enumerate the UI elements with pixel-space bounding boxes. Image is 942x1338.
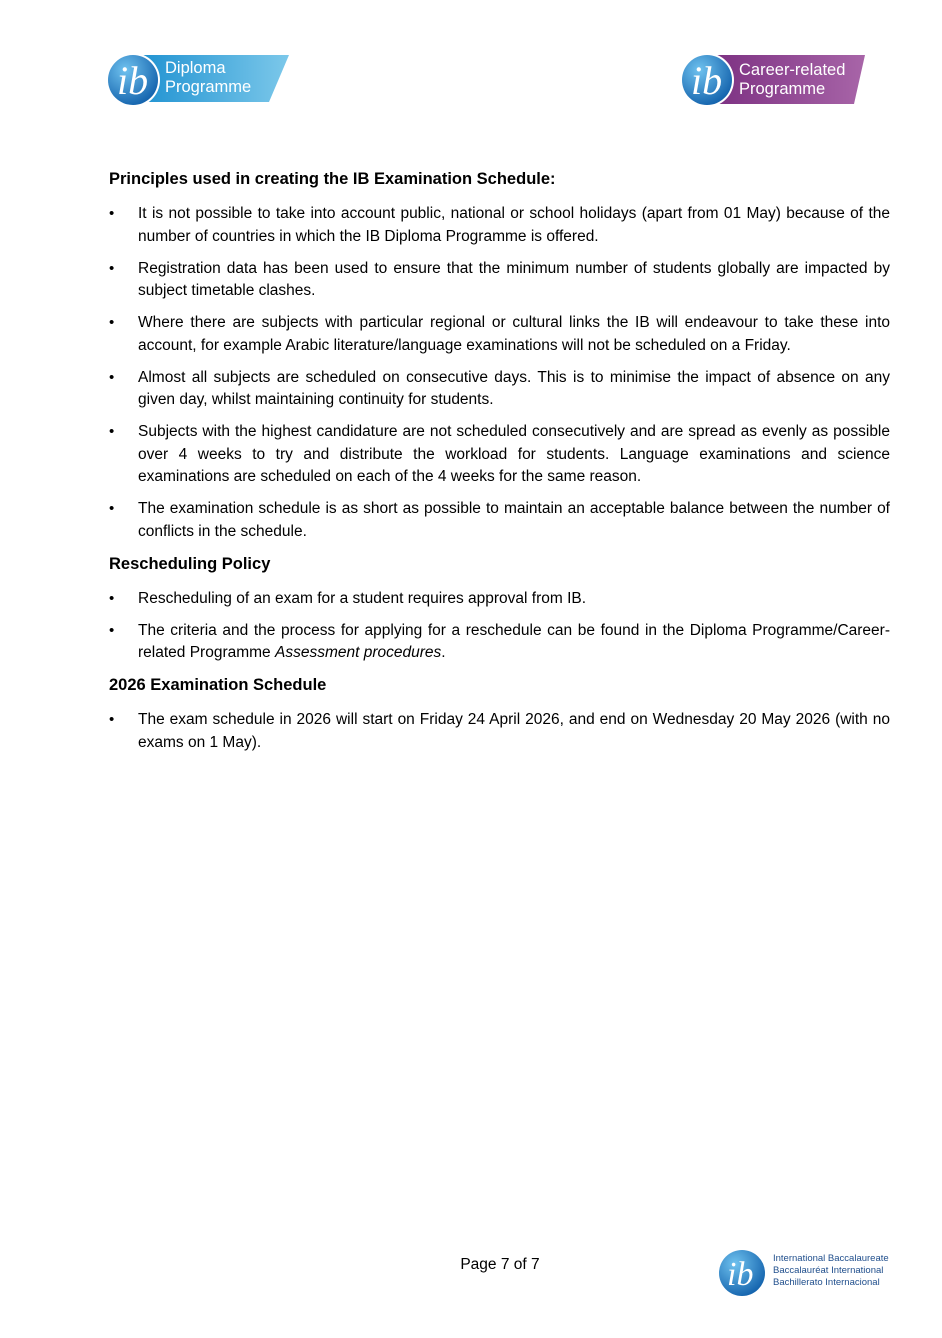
list-item: • The examination schedule is as short as possible to maintain an acceptable balance between the number of conflicts in the schedule. [109, 498, 890, 543]
org-name-fr: Baccalauréat International [773, 1265, 884, 1276]
bullet-icon [109, 421, 119, 444]
org-names [773, 1253, 889, 1289]
schedule-2026-section [109, 674, 890, 754]
svg-text:ib: ib [117, 58, 149, 103]
svg-text:ib: ib [691, 58, 723, 103]
list-item: • Almost all subjects are scheduled on consecutive days. This is to minimise the impact of absence on any given day, whilst maintaining continuity for students. [109, 367, 890, 412]
rescheduling-section [109, 553, 890, 665]
list-item: • Registration data has been used to ensure that the minimum number of students globally are impacted by subject timetable clashes. [109, 258, 890, 303]
assessment-procedures-title: Assessment procedures [274, 644, 442, 661]
document-body [109, 168, 890, 764]
logo-line1: Career-related [739, 61, 846, 79]
bullet-icon [109, 258, 119, 281]
diploma-programme-logo [105, 52, 291, 108]
org-name-es: Bachillerato Internacional [773, 1277, 880, 1288]
principles-list [109, 203, 890, 543]
principles-section [109, 168, 890, 543]
svg-text:ib: ib [727, 1256, 754, 1293]
org-name-en: International Baccalaureate [773, 1253, 889, 1264]
ib-logo-icon [718, 1248, 768, 1298]
section-heading: Rescheduling Policy [109, 554, 271, 573]
bullet-icon [109, 312, 119, 335]
list-item: • Subjects with the highest candidature are not scheduled consecutively and are spread as evenly as possible over 4 weeks to try and distribute the workload for students. Language examinations and science examinations are scheduled on each of the 4 weeks for the same reason. [109, 421, 890, 489]
ib-footer-logo [718, 1248, 893, 1298]
schedule-list [109, 709, 890, 754]
career-related-programme-logo [677, 52, 867, 108]
bullet-icon [109, 588, 119, 611]
bullet-icon [109, 367, 119, 390]
bullet-icon [109, 203, 119, 226]
list-item: • The exam schedule in 2026 will start on Friday 24 April 2026, and end on Wednesday 20 May 2026 (with no exams on 1 May). [109, 709, 890, 754]
list-item: • The criteria and the process for applying for a reschedule can be found in the Diploma Programme/Career-related Programme Assessment procedures. [109, 620, 890, 665]
bullet-icon [109, 498, 119, 521]
list-item: • It is not possible to take into account public, national or school holidays (apart from 01 May) because of the number of countries in which the IB Diploma Programme is offered. [109, 203, 890, 248]
list-item: • Rescheduling of an exam for a student requires approval from IB. [109, 588, 890, 611]
rescheduling-list [109, 588, 890, 665]
section-heading: 2026 Examination Schedule [109, 676, 327, 694]
logo-line1: Diploma [165, 59, 226, 77]
section-heading: Principles used in creating the IB Examination Schedule: [109, 170, 556, 188]
logo-line2: Programme [165, 78, 252, 96]
list-item: • Where there are subjects with particular regional or cultural links the IB will endeavour to take these into account, for example Arabic literature/language examinations will not be scheduled on a Friday. [109, 312, 890, 357]
bullet-icon [109, 709, 119, 732]
page-number-text: Page 7 of 7 [460, 1256, 540, 1273]
logo-line2: Programme [739, 80, 826, 98]
bullet-icon [109, 620, 119, 643]
